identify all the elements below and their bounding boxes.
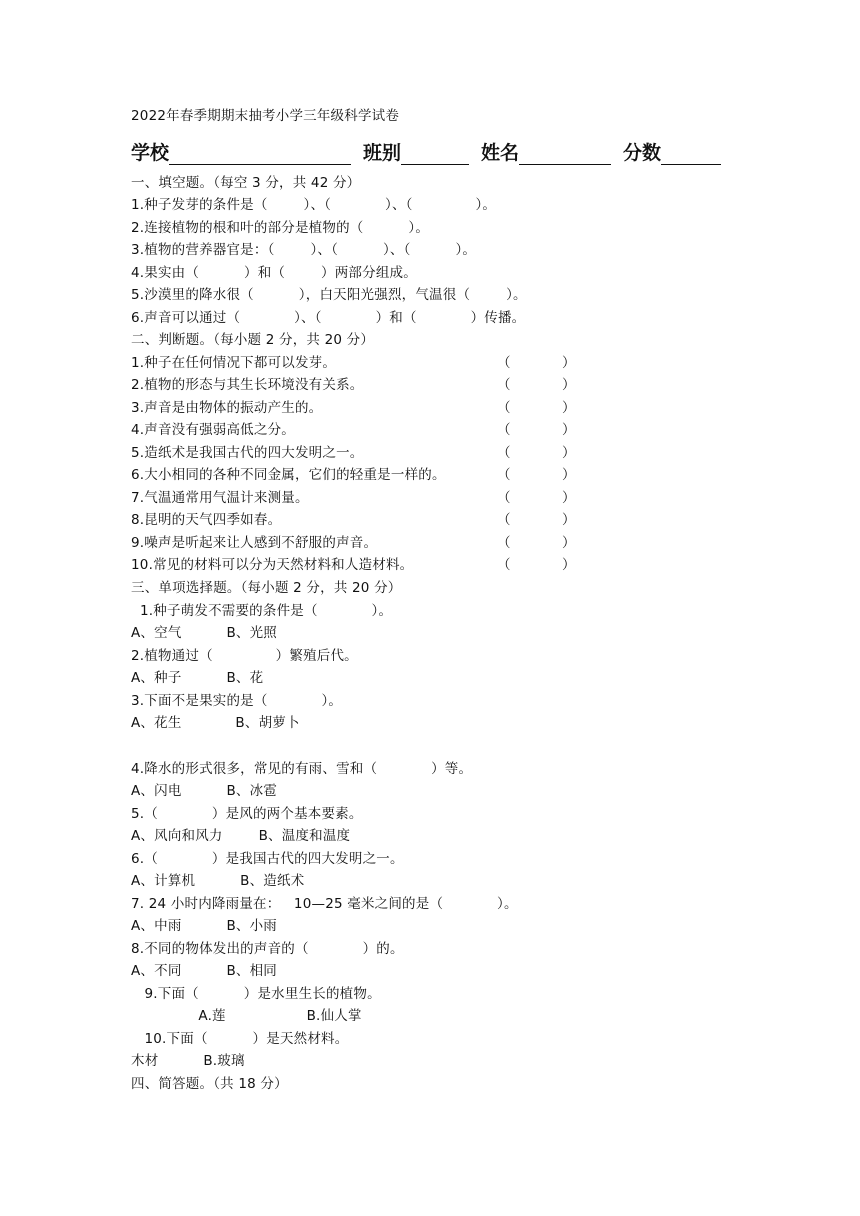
score-label: 分数 <box>623 142 662 164</box>
choice-line: A、空气 B、光照 <box>131 625 278 641</box>
choice-line: 9.下面（ ）是水里生长的植物。 <box>131 986 381 1002</box>
choice-line: A、风向和风力 B、温度和温度 <box>131 828 351 844</box>
judge-item: 5.造纸术是我国古代的四大发明之一。 <box>131 445 364 461</box>
choice-line: A、种子 B、花 <box>131 670 264 686</box>
fill-item: 1.种子发芽的条件是（ ）、（ ）、（ ）。 <box>131 197 497 213</box>
judge-item: 6.大小相同的各种不同金属，它们的轻重是一样的。 <box>131 467 446 483</box>
section-heading-choice: 三、单项选择题。（每小题 2 分，共 20 分） <box>131 580 402 596</box>
judge-answer-mark: （ ） <box>497 512 576 528</box>
choice-line: 5.（ ）是风的两个基本要素。 <box>131 806 363 822</box>
section-heading-judge: 二、判断题。（每小题 2 分，共 20 分） <box>131 332 375 348</box>
class-blank <box>401 145 469 165</box>
judge-answer-mark: （ ） <box>497 377 576 393</box>
choice-line: A、计算机 B、造纸术 <box>131 873 305 889</box>
judge-answer-mark: （ ） <box>497 467 576 483</box>
class-label: 班别 <box>363 142 402 164</box>
fill-item: 4.果实由（ ）和（ ）两部分组成。 <box>131 265 417 281</box>
judge-answer-mark: （ ） <box>497 535 576 551</box>
judge-item: 3.声音是由物体的振动产生的。 <box>131 400 323 416</box>
judge-item: 7.气温通常用气温计来测量。 <box>131 490 309 506</box>
choice-line: 木材 B.玻璃 <box>131 1053 245 1069</box>
judge-item: 2.植物的形态与其生长环境没有关系。 <box>131 377 364 393</box>
name-label: 姓名 <box>481 142 520 164</box>
fill-item: 2.连接植物的根和叶的部分是植物的（ ）。 <box>131 220 430 236</box>
choice-line: 10.下面（ ）是天然材料。 <box>131 1031 349 1047</box>
judge-answer-mark: （ ） <box>497 557 576 573</box>
school-label: 学校 <box>131 142 170 164</box>
section-heading-short: 四、简答题。（共 18 分） <box>131 1076 288 1092</box>
choice-line: 6.（ ）是我国古代的四大发明之一。 <box>131 851 404 867</box>
choice-line: 4.降水的形式很多，常见的有雨、雪和（ ）等。 <box>131 761 473 777</box>
choice-line: A、闪电 B、冰雹 <box>131 783 278 799</box>
judge-item: 1.种子在任何情况下都可以发芽。 <box>131 355 337 371</box>
student-info-header <box>131 138 721 165</box>
choice-line: 7. 24 小时内降雨量在： 10—25 毫米之间的是（ ）。 <box>131 896 518 912</box>
choice-line: A、中雨 B、小雨 <box>131 918 278 934</box>
choice-line: 2.植物通过（ ）繁殖后代。 <box>131 648 358 664</box>
choice-line: 3.下面不是果实的是（ ）。 <box>131 693 343 709</box>
section-heading-fill: 一、填空题。（每空 3 分，共 42 分） <box>131 175 361 191</box>
choice-line: 8.不同的物体发出的声音的（ ）的。 <box>131 941 404 957</box>
fill-item: 3.植物的营养器官是：（ ）、（ ）、（ ）。 <box>131 242 477 258</box>
judge-answer-mark: （ ） <box>497 422 576 438</box>
exam-title: 2022年春季期期末抽考小学三年级科学试卷 <box>131 108 400 124</box>
judge-answer-mark: （ ） <box>497 355 576 371</box>
choice-line: A、花生 B、胡萝卜 <box>131 715 300 731</box>
fill-item: 5.沙漠里的降水很（ ），白天阳光强烈，气温很（ ）。 <box>131 287 527 303</box>
choice-line: A.莲 B.仙人掌 <box>131 1008 362 1024</box>
name-blank <box>519 145 611 165</box>
score-blank <box>661 145 721 165</box>
judge-answer-mark: （ ） <box>497 400 576 416</box>
judge-item: 8.昆明的天气四季如春。 <box>131 512 282 528</box>
judge-item: 9.噪声是听起来让人感到不舒服的声音。 <box>131 535 378 551</box>
judge-item: 10.常见的材料可以分为天然材料和人造材料。 <box>131 557 414 573</box>
judge-item: 4.声音没有强弱高低之分。 <box>131 422 295 438</box>
fill-item: 6.声音可以通过（ ）、（ ）和（ ）传播。 <box>131 310 526 326</box>
choice-line: A、不同 B、相同 <box>131 963 278 979</box>
judge-answer-mark: （ ） <box>497 490 576 506</box>
school-blank <box>169 145 351 165</box>
judge-answer-mark: （ ） <box>497 445 576 461</box>
choice-line: 1.种子萌发不需要的条件是（ ）。 <box>131 603 393 619</box>
